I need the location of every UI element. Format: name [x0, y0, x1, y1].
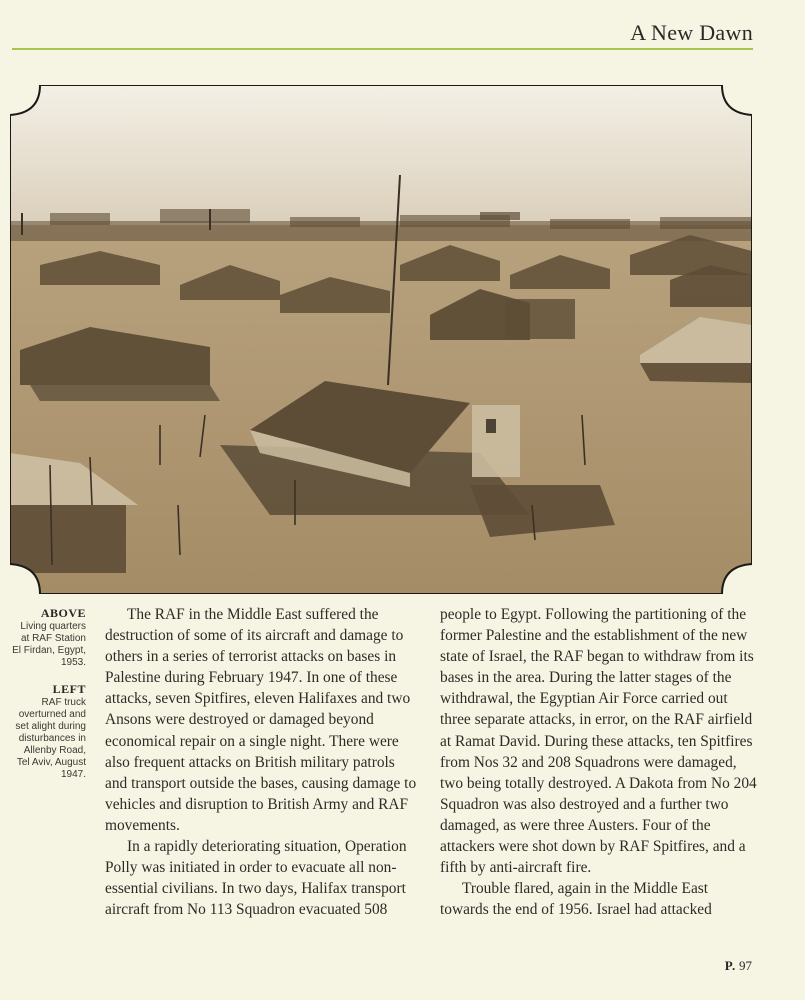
page-number — [725, 958, 752, 974]
sky — [10, 85, 752, 235]
caption-above-text: Living quarters at RAF Station El Firdan, Egypt, 1953. — [12, 621, 86, 668]
col2-paragraph-1: people to Egypt. Following the partitioning of the former Palestine and the establishment of the new state of Israel, the RAF began to withdraw from its bases in the area. During the latter stages of the withdrawal, the Egyptian Air Force carried out three separate attacks, in error, on the RAF airfield at Ramat David. During these attacks, ten Spitfires from Nos 32 and 208 Squadrons were damaged, two being totally destroyed. A Dakota from No 204 Squadron was also destroyed and a further two damaged, as were three Austers. Four of the attackers were shot down by RAF Spitfires, and a fifth by anti-aircraft fire. — [440, 606, 757, 877]
page-number-label: P. — [724, 958, 736, 973]
body-column-2 — [440, 604, 760, 920]
col2-paragraph-2: Trouble flared, again in the Middle East towards the end of 1956. Israel had attacked — [440, 880, 712, 919]
header-rule — [12, 48, 753, 50]
page-number-value: 97 — [739, 958, 752, 973]
caption-left-heading: LEFT — [52, 682, 86, 696]
caption-left-text: RAF truck overturned and set alight during disturbances in Allenby Road, Tel Aviv, August 1947. — [15, 697, 86, 780]
caption-above — [10, 607, 86, 669]
col1-paragraph-1: The RAF in the Middle East suffered the destruction of some of its aircraft and damage to others in a series of terrorist attacks on bases in Palestine during February 1947. In one of these attacks, seven Spitfires, eleven Halifaxes and two Ansons were destroyed or damaged beyond economical repair on a single night. There were also frequent attacks on British military patrols and transport outside the bases, causing damage to vehicles and disruption to British Army and RAF movements. — [105, 606, 417, 834]
col1-paragraph-2: In a rapidly deteriorating situation, Operation Polly was initiated in order to evacuate all non-essential civilians. In two days, Halifax transport aircraft from No 113 Squadron evacuated 508 — [105, 838, 407, 919]
body-column-1 — [105, 604, 417, 920]
photo-raf-station-tents — [10, 85, 752, 594]
caption-left — [10, 683, 86, 781]
photo-illustration — [10, 85, 752, 594]
page-title: A New Dawn — [630, 20, 753, 45]
caption-above-heading: ABOVE — [40, 606, 86, 620]
